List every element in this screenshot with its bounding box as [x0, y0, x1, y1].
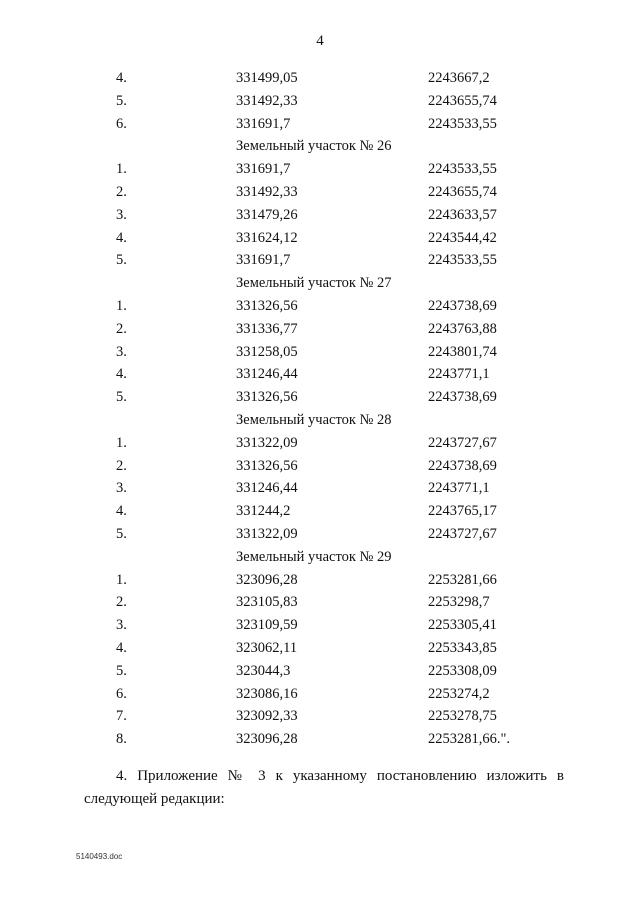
point-number: 3.: [116, 206, 127, 223]
coordinate-x: 331322,09: [236, 434, 298, 451]
section-heading: [0, 409, 640, 432]
coordinate-y: 2243765,17: [428, 503, 497, 520]
coordinate-y: 2243533,55: [428, 252, 497, 269]
table-row: [0, 249, 640, 272]
point-number: 5.: [116, 389, 127, 406]
coordinate-x: 323105,83: [236, 594, 298, 611]
coordinate-y: 2243667,2: [428, 70, 490, 86]
point-number: 4.: [116, 503, 127, 520]
coordinate-x: 331246,44: [236, 366, 298, 383]
coordinate-y: 2253343,85: [428, 639, 497, 656]
point-number: 2.: [116, 183, 127, 200]
table-row: [0, 477, 640, 500]
coordinate-x: 331492,33: [236, 183, 298, 200]
table-row: [0, 591, 640, 614]
point-number: 1.: [116, 571, 127, 588]
table-row: [0, 318, 640, 341]
table-row: [0, 67, 640, 90]
table-row: [0, 295, 640, 318]
table-row: [0, 500, 640, 523]
coordinate-y: 2243533,55: [428, 161, 497, 178]
coordinates-table: [0, 67, 640, 751]
coordinate-x: 331691,7: [236, 161, 291, 178]
table-row: [0, 386, 640, 409]
coordinate-y: 2243738,69: [428, 297, 497, 314]
coordinate-x: 331246,44: [236, 480, 298, 497]
coordinate-x: 323044,3: [236, 662, 291, 679]
coordinate-y: 2243771,1: [428, 480, 490, 497]
land-plot-title: Земельный участок № 29: [236, 548, 392, 565]
coordinate-y: 2243771,1: [428, 366, 490, 383]
coordinate-x: 331492,33: [236, 92, 298, 109]
table-row: [0, 432, 640, 455]
table-row: [0, 158, 640, 181]
coordinate-y: 2253278,75: [428, 708, 497, 725]
coordinate-y: 2243727,67: [428, 434, 497, 451]
coordinate-x: 331691,7: [236, 252, 291, 269]
point-number: 5.: [116, 525, 127, 542]
point-number: 4.: [116, 639, 127, 656]
amendment-paragraph: [84, 765, 564, 811]
table-row: [0, 455, 640, 478]
coordinate-y: 2243633,57: [428, 206, 497, 223]
coordinate-x: 323096,28: [236, 731, 298, 748]
table-row: [0, 227, 640, 250]
table-row: [0, 614, 640, 637]
table-row: [0, 660, 640, 683]
point-number: 3.: [116, 343, 127, 360]
point-number: 1.: [116, 434, 127, 451]
table-row: [0, 705, 640, 728]
coordinate-x: 331336,77: [236, 320, 298, 337]
coordinate-y: 2253281,66.".: [428, 731, 511, 748]
table-row: [0, 637, 640, 660]
coordinate-x: 331322,09: [236, 525, 298, 542]
coordinate-y: 2253281,66: [428, 571, 497, 588]
coordinate-x: 323092,33: [236, 708, 298, 725]
table-row: [0, 204, 640, 227]
coordinate-y: 2243738,69: [428, 389, 497, 406]
table-row: [0, 181, 640, 204]
coordinate-x: 331499,05: [236, 70, 298, 86]
coordinate-y: 2243727,67: [428, 525, 497, 542]
coordinate-y: 2243544,42: [428, 229, 497, 246]
coordinate-y: 2243801,74: [428, 343, 497, 360]
coordinate-x: 323096,28: [236, 571, 298, 588]
point-number: 7.: [116, 708, 127, 725]
table-row: [0, 728, 640, 751]
point-number: 2.: [116, 320, 127, 337]
coordinate-x: 331326,56: [236, 297, 298, 314]
coordinate-x: 323109,59: [236, 617, 298, 634]
point-number: 5.: [116, 662, 127, 679]
point-number: 5.: [116, 92, 127, 109]
coordinate-y: 2243763,88: [428, 320, 497, 337]
coordinate-x: 331326,56: [236, 389, 298, 406]
coordinate-y: 2243655,74: [428, 183, 497, 200]
coordinate-x: 331691,7: [236, 115, 291, 132]
coordinate-y: 2253274,2: [428, 685, 490, 702]
section-heading: [0, 272, 640, 295]
table-row: [0, 523, 640, 546]
table-row: [0, 363, 640, 386]
point-number: 8.: [116, 731, 127, 748]
coordinate-y: 2243533,55: [428, 115, 497, 132]
section-heading: [0, 546, 640, 569]
paragraph-line-1: 4. Приложение № 3 к указанному постановлению изложить в: [116, 768, 564, 784]
point-number: 5.: [116, 252, 127, 269]
coordinate-x: 323086,16: [236, 685, 298, 702]
land-plot-title: Земельный участок № 27: [236, 275, 392, 292]
table-row: [0, 569, 640, 592]
table-row: [0, 683, 640, 706]
coordinate-y: 2253308,09: [428, 662, 497, 679]
paragraph-line-2: следующей редакции:: [84, 791, 225, 807]
coordinate-y: 2243738,69: [428, 457, 497, 474]
table-row: [0, 341, 640, 364]
land-plot-title: Земельный участок № 28: [236, 411, 392, 428]
document-filename: 5140493.doc: [76, 852, 123, 861]
coordinate-y: 2243655,74: [428, 92, 497, 109]
point-number: 2.: [116, 594, 127, 611]
coordinate-y: 2253305,41: [428, 617, 497, 634]
coordinate-x: 331624,12: [236, 229, 298, 246]
section-heading: [0, 135, 640, 158]
table-row: [0, 90, 640, 113]
point-number: 1.: [116, 297, 127, 314]
point-number: 2.: [116, 457, 127, 474]
coordinate-y: 2253298,7: [428, 594, 490, 611]
point-number: 1.: [116, 161, 127, 178]
coordinate-x: 331479,26: [236, 206, 298, 223]
point-number: 6.: [116, 685, 127, 702]
point-number: 3.: [116, 480, 127, 497]
point-number: 4.: [116, 70, 127, 86]
coordinate-x: 331326,56: [236, 457, 298, 474]
page-number: 4: [316, 33, 324, 49]
coordinate-x: 331258,05: [236, 343, 298, 360]
point-number: 3.: [116, 617, 127, 634]
point-number: 6.: [116, 115, 127, 132]
coordinate-x: 331244,2: [236, 503, 291, 520]
coordinate-x: 323062,11: [236, 639, 298, 656]
land-plot-title: Земельный участок № 26: [236, 138, 392, 155]
table-row: [0, 113, 640, 136]
point-number: 4.: [116, 229, 127, 246]
point-number: 4.: [116, 366, 127, 383]
